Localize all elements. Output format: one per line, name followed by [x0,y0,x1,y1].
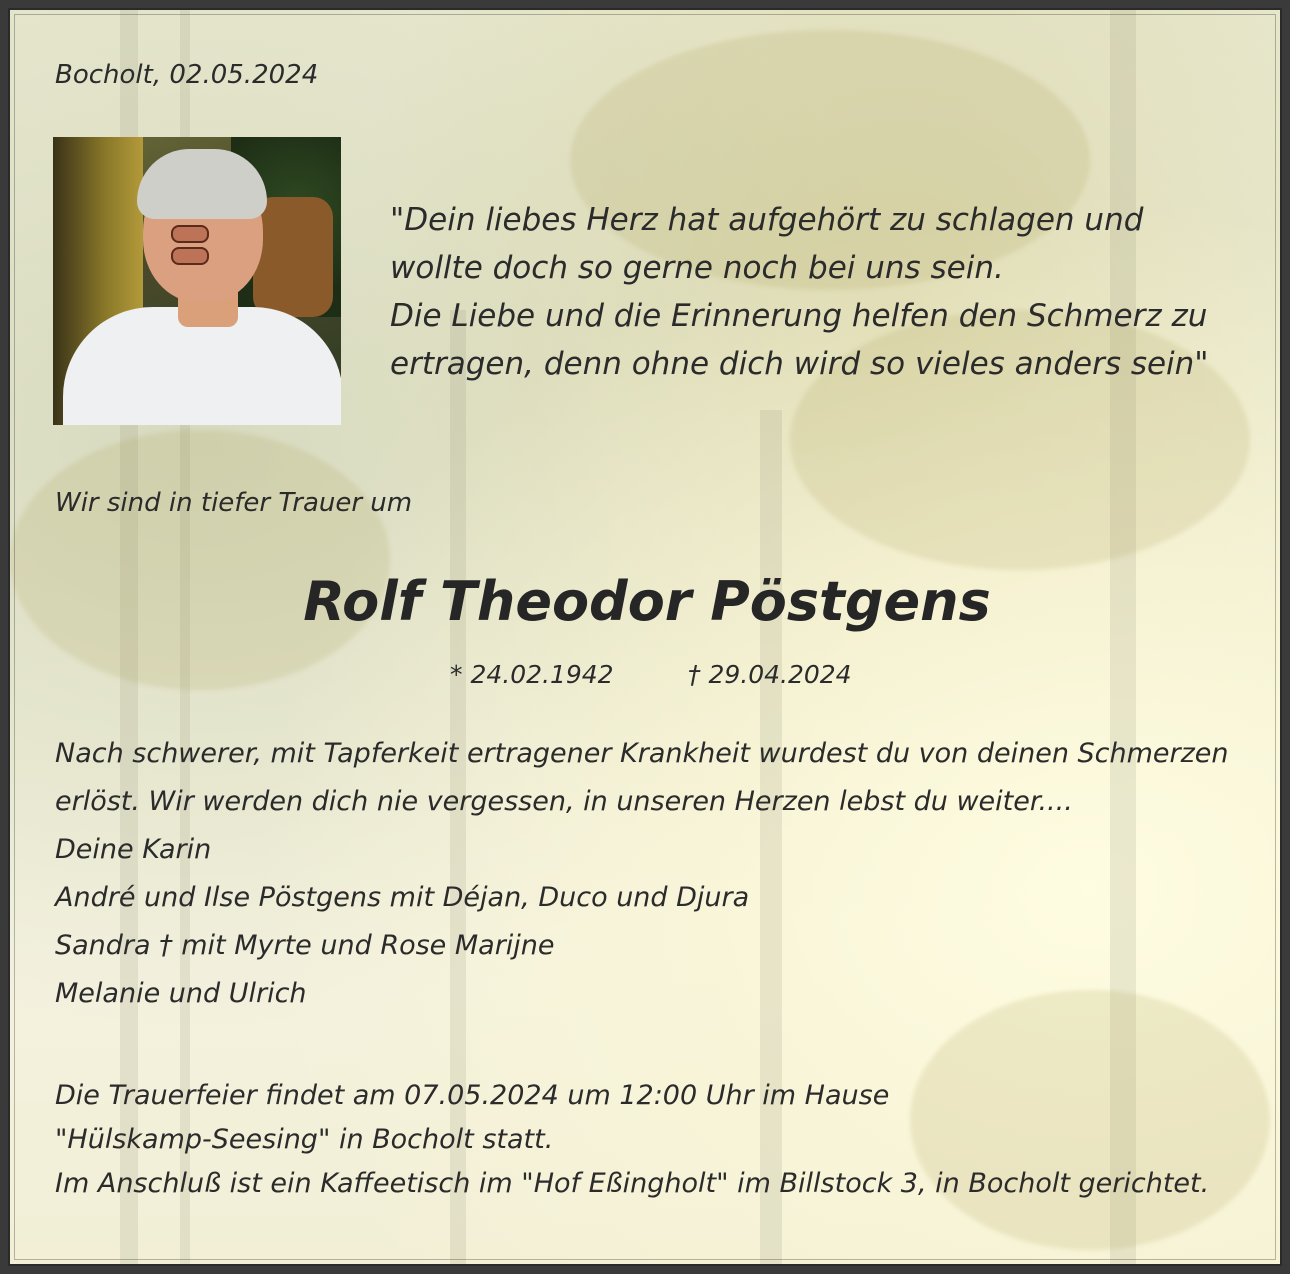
quote-line: wollte doch so gerne noch bei uns sein. [390,250,1004,286]
ceremony-line: Die Trauerfeier findet am 07.05.2024 um 12:00 Uhr im Hause [55,1080,890,1111]
quote-line: ertragen, denn ohne dich wird so vieles anders sein" [390,346,1209,382]
mourning-intro: Wir sind in tiefer Trauer um [55,488,413,518]
mourners-text [55,730,1229,1018]
body-line: erlöst. Wir werden dich nie vergessen, in unseren Herzen lebst du weiter.... [55,786,1073,817]
ceremony-line: "Hülskamp-Seesing" in Bocholt statt. [55,1124,554,1155]
obituary-card [8,8,1282,1266]
ceremony-details [55,1074,1209,1206]
memorial-quote [390,196,1209,388]
quote-line: Die Liebe und die Erinnerung helfen den Schmerz zu [390,298,1208,334]
death-date: † 29.04.2024 [688,660,852,689]
body-line: Melanie und Ulrich [55,978,307,1009]
body-line: Sandra † mit Myrte und Rose Marijne [55,930,555,961]
birth-date: * 24.02.1942 [450,660,614,689]
portrait-photo [53,137,341,425]
body-line: Nach schwerer, mit Tapferkeit ertragener Krankheit wurdest du von deinen Schmerzen [55,738,1229,769]
deceased-name: Rolf Theodor Pöstgens [303,570,991,633]
quote-line: "Dein liebes Herz hat aufgehört zu schlagen und [390,202,1144,238]
ceremony-line: Im Anschluß ist ein Kaffeetisch im "Hof Eßingholt" im Billstock 3, in Bocholt gerichtet. [55,1168,1210,1199]
body-line: André und Ilse Pöstgens mit Déjan, Duco und Djura [55,882,750,913]
place-date: Bocholt, 02.05.2024 [55,60,319,90]
body-line: Deine Karin [55,834,212,865]
